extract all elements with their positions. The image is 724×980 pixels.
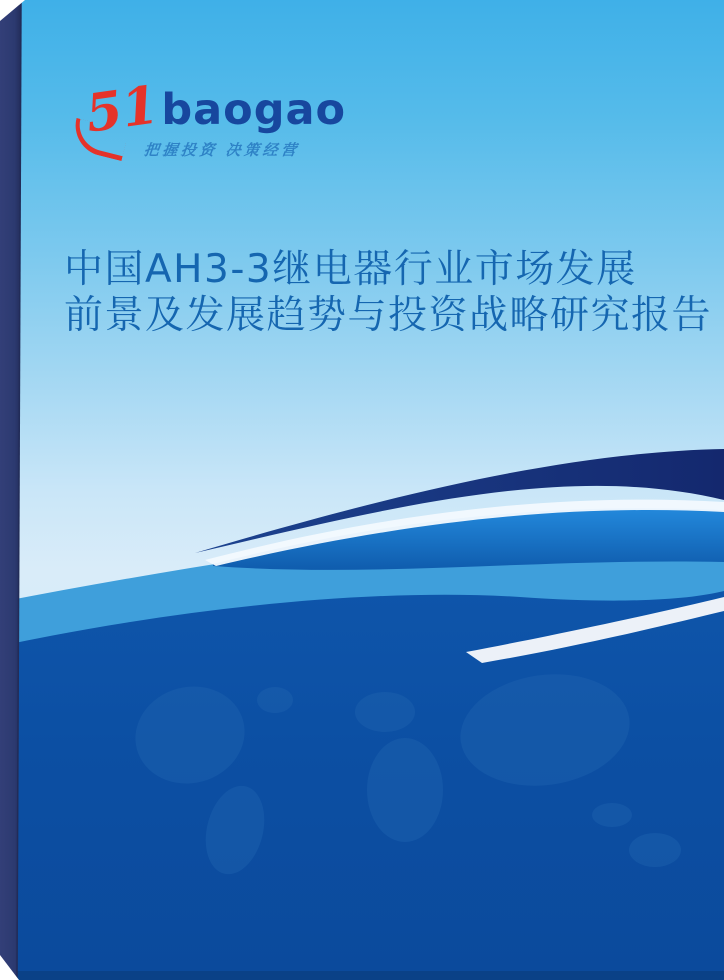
logo-number-text: 51: [82, 74, 163, 145]
logo-name-text: baogao: [161, 85, 347, 135]
wave-deep-mass: [0, 591, 724, 980]
bottom-bar: [0, 971, 724, 980]
report-title-line2: 前景及发展趋势与投资战略研究报告: [64, 293, 713, 338]
report-title: [64, 247, 713, 339]
brand-tagline: 把握投资 决策经营: [143, 142, 301, 159]
brand-logo: [82, 74, 347, 160]
report-title-line1: 中国AH3-3继电器行业市场发展: [64, 247, 637, 292]
brand-logo-mark: [82, 74, 347, 145]
